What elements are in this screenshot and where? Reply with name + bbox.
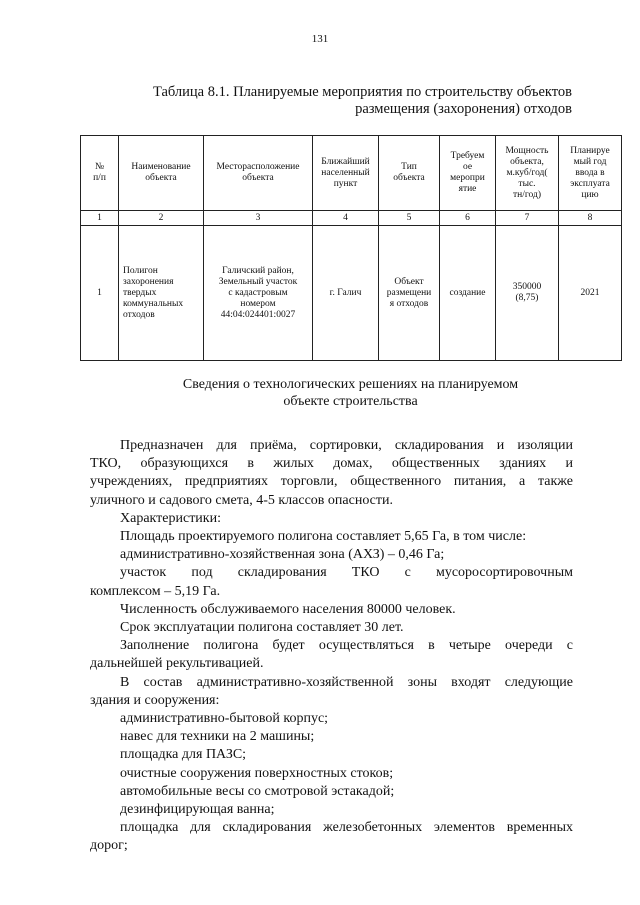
cell-action: создание xyxy=(440,226,496,361)
list-item: дезинфицирующая ванна; xyxy=(120,802,275,818)
paragraph-line: уличного и садового смета, 4-5 классов опасности. xyxy=(90,492,393,508)
table-caption xyxy=(120,84,572,118)
filling-line: Заполнение полигона будет осуществляться в четыре очереди с xyxy=(120,638,573,654)
cell-settlement: г. Галич xyxy=(313,226,379,361)
cell-name: Полигон захоронения твердых коммунальных отходов xyxy=(119,226,204,361)
list-item: дорог; xyxy=(90,838,128,854)
col-number: 2 xyxy=(119,211,204,226)
header-location: Месторасположение объекта xyxy=(204,136,313,211)
storage-line: участок под складирования ТКО с мусоросортировочным xyxy=(120,565,573,581)
area-line: Площадь проектируемого полигона составляет 5,65 Га, в том числе: xyxy=(120,529,527,545)
cell-year: 2021 xyxy=(559,226,622,361)
col-number: 7 xyxy=(496,211,559,226)
caption-line-2: размещения (захоронения) отходов xyxy=(355,101,572,117)
planned-activities-table xyxy=(80,135,622,361)
page-number: 131 xyxy=(311,33,329,45)
cell-type: Объект размещени я отходов xyxy=(379,226,440,361)
header-num: № п/п xyxy=(81,136,119,211)
list-item: навес для техники на 2 машины; xyxy=(120,729,315,745)
list-item: площадка для складирования железобетонных элементов временных xyxy=(120,820,573,836)
population-line: Численность обслуживаемого населения 80000 человек. xyxy=(120,601,456,617)
section-title-line-2: объекте строительства xyxy=(283,394,418,409)
header-name: Наименование объекта xyxy=(119,136,204,211)
cell-num: 1 xyxy=(81,226,119,361)
table-header-row xyxy=(81,136,622,211)
column-numbers-row xyxy=(81,211,622,226)
list-item: площадка для ПАЗС; xyxy=(120,747,247,763)
col-number: 6 xyxy=(440,211,496,226)
caption-line-1: Таблица 8.1. Планируемые мероприятия по строительству объектов xyxy=(152,84,572,100)
filling-line: дальнейшей рекультивацией. xyxy=(90,656,264,672)
list-item: очистные сооружения поверхностных стоков; xyxy=(120,765,394,781)
lifetime-line: Срок эксплуатации полигона составляет 30 лет. xyxy=(120,620,404,636)
composition-line: здания и сооружения: xyxy=(90,692,220,708)
col-number: 3 xyxy=(204,211,313,226)
list-item: автомобильные весы со смотровой эстакадой; xyxy=(120,783,395,799)
header-type: Тип объекта xyxy=(379,136,440,211)
body-text xyxy=(90,437,573,856)
table-row xyxy=(81,226,622,361)
admin-zone-line: административно-хозяйственная зона (АХЗ) – 0,46 Га; xyxy=(120,547,445,563)
header-year: Планируе мый год ввода в эксплуата цию xyxy=(559,136,622,211)
paragraph-line: ТКО, образующихся в жилых домах, общественных зданиях и xyxy=(90,456,573,472)
col-number: 1 xyxy=(81,211,119,226)
col-number: 8 xyxy=(559,211,622,226)
header-capacity: Мощность объекта, м.куб/год( тыс. тн/год) xyxy=(496,136,559,211)
characteristics-heading: Характеристики: xyxy=(120,510,221,526)
section-title-line-1: Сведения о технологических решениях на планируемом xyxy=(182,377,519,392)
header-action: Требуем ое меропри ятие xyxy=(440,136,496,211)
storage-line: комплексом – 5,19 Га. xyxy=(90,583,221,599)
col-number: 5 xyxy=(379,211,440,226)
composition-line: В состав административно-хозяйственной зоны входят следующие xyxy=(120,674,573,690)
col-number: 4 xyxy=(313,211,379,226)
paragraph-line: учреждениях, предприятиях торговли, общественного питания, а также xyxy=(90,474,573,490)
list-item: административно-бытовой корпус; xyxy=(120,711,329,727)
paragraph-line: Предназначен для приёма, сортировки, складирования и изоляции xyxy=(120,438,573,453)
cell-location: Галичский район, Земельный участок с кадастровым номером 44:04:024401:0027 xyxy=(204,226,313,361)
header-settlement: Ближайший населенный пункт xyxy=(313,136,379,211)
cell-capacity: 350000 (8,75) xyxy=(496,226,559,361)
section-title xyxy=(80,376,621,410)
